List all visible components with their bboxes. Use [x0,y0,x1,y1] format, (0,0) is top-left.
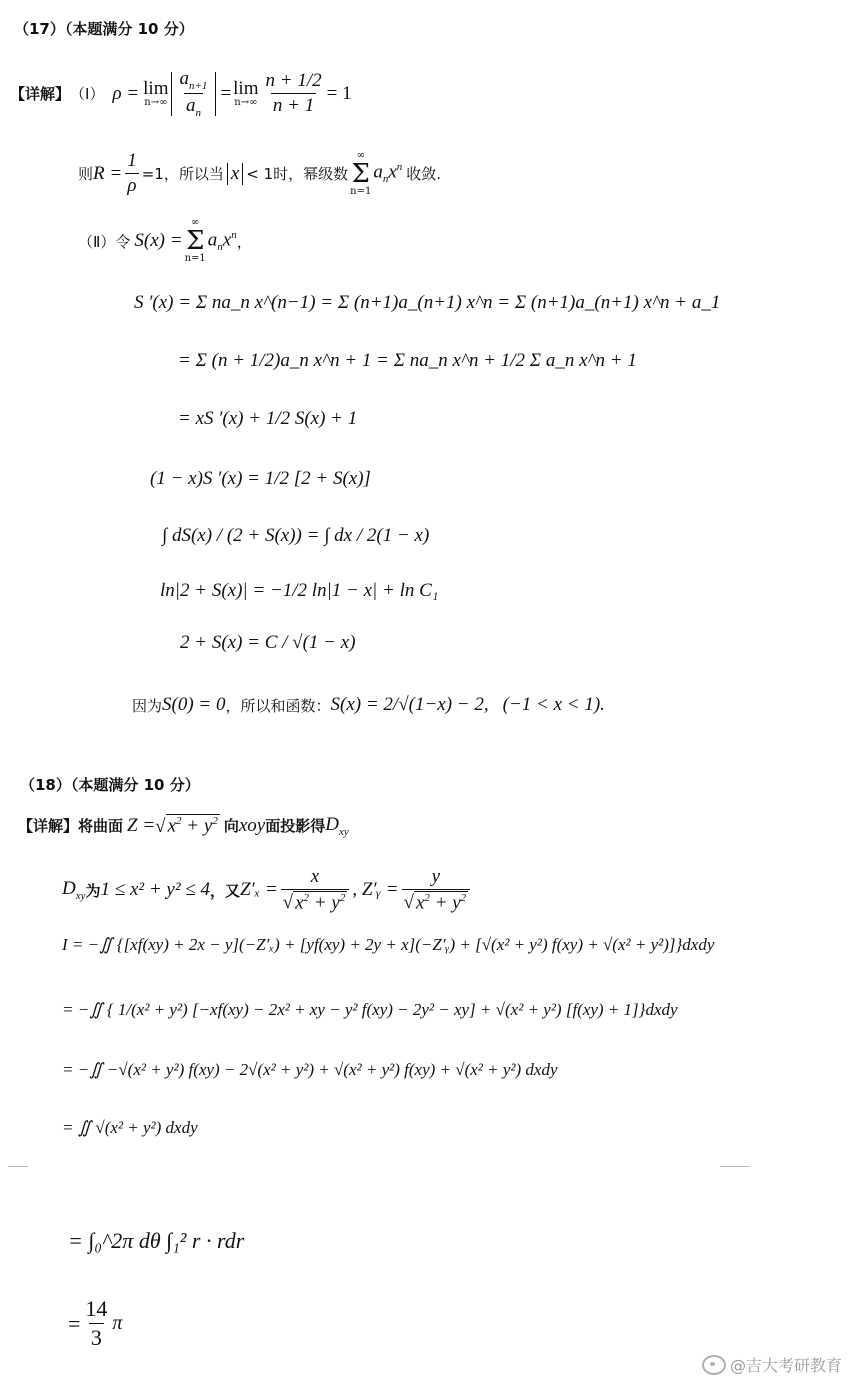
q18-header: （18）（本题满分 10 分） [20,776,200,794]
S-def: S(x) = [134,230,183,251]
q18-line1-c: 面投影得 [265,817,326,836]
I-line-2: = −∬ { 1/(x² + y²) [−xf(xy) − 2x² + xy − y² f(xy) − 2y² − xy] + √(x² + y²) [f(xy) + 1]}dxdy [62,1000,678,1019]
q18-tag: 【详解】 [18,817,79,836]
q18-wei: 为 [85,881,101,900]
q18-line-1 [18,814,349,838]
R-eq: R = [93,162,123,184]
eq-c: ln|2 + S(x)| = −1/2 ln|1 − x| + ln C₁ [160,580,439,601]
q17-part1-label: （Ⅰ） [70,85,105,103]
q17-tag: 【详解】 [10,85,71,103]
lt1-text: < 1时，幂级数 [246,165,349,183]
lim-block-1 [143,79,168,108]
I-line-4: = ∬ √(x² + y²) dxdy [62,1118,198,1137]
q18-range: 1 ≤ x² + y² ≤ 4 [100,879,210,901]
eq-d: 2 + S(x) = C / √(1 − x) [180,632,356,653]
ratio-num-sub: n+1 [189,80,208,92]
lim-block-2 [233,79,258,108]
ratio-frac [178,68,210,119]
zx-frac: x √ $x^2 + y^2$ [281,866,350,914]
divider-right [720,1166,750,1167]
eq-a: (1 − x)S ′(x) = 1/2 [2 + S(x)] [150,468,371,489]
eq1-text: =1，所以当 [141,165,224,183]
lim-text-2: lim [233,78,259,99]
eq-b: ∫ dS(x) / (2 + S(x)) = ∫ dx / 2(1 − x) [162,525,430,546]
I-line-1: I = −∬ {[xf(xy) + 2x − y](−Z′ₓ) + [yf(xy) + 2y + x](−Z′ᵧ) + [√(x² + y²) f(xy) + √(x² + y²)]}dxdy [62,935,715,954]
then-text: 则 [78,165,94,183]
n-ratio-frac [264,70,324,117]
D-sub: xy [338,825,349,838]
q17-part2-line: （Ⅱ）令 S(x) = ∞ Σ n=1 $a_nx^n$ ， [78,217,252,264]
R-frac [125,150,139,197]
rho-eq: ρ = [112,82,140,104]
q17-final-line [132,694,605,716]
zy-eq: , Z′ᵧ = [352,879,399,901]
weibo-icon [702,1355,726,1375]
q17-radius-line: 则 R = $\frac{1}{\rho}$ =1，所以当 x < 1时，幂级数 ∞ Σ n=1 $a_nx^n$ 收敛. [78,149,442,197]
ratio-den-sub: n [195,106,201,119]
R-frac-num: 1 [127,150,137,171]
D-letter: D [325,814,339,835]
q18-line1-b: 向 [223,817,239,836]
R-frac-den: ρ [127,175,137,196]
final-range: (−1 < x < 1). [502,694,605,715]
lim-sub: n→∞ [144,97,168,108]
q18-line-2 [62,866,473,914]
final-s0: S(0) = 0 [162,694,226,715]
I-line-3: = −∬ −√(x² + y²) f(xy) − 2√(x² + y²) + √(x² + y²) f(xy) + √(x² + y²) dxdy [62,1060,558,1079]
abs-ratio [171,68,217,119]
comma: ， [236,232,252,251]
D-letter-2: D [62,878,76,900]
zy-frac: y √ $x^2 + y^2$ [402,866,471,914]
sum-def: ∞ Σ n=1 [184,217,206,264]
lim-text: lim [143,78,169,99]
abs-x: x [227,163,243,185]
q18-line1-a: 将曲面 [78,817,124,836]
eq-one: = 1 [326,82,352,104]
ratio-den: a [185,95,196,116]
D-sub-2: xy [75,890,86,903]
watermark [702,1353,842,1376]
sprime-line-3: = xS ′(x) + 1/2 S(x) + 1 [178,408,358,429]
final-mid: ，所以和函数： [225,696,331,715]
answer-pi: π [112,1312,123,1334]
q17-header: （17）（本题满分 10 分） [14,20,194,38]
converge-text: 收敛. [406,165,442,183]
final-expr: S(x) = 2/√(1−x) − 2, [330,694,489,715]
watermark-text: @吉大考研教育 [729,1356,842,1375]
n-ratio-den: n + 1 [272,95,315,116]
answer-den: 3 [90,1325,102,1350]
ratio-num: a [179,68,189,90]
q17-part1-line: 【详解】 （Ⅰ） ρ = lim n→∞ $\frac{a_{n+1}}{a_n}$ = lim n→∞ $\frac{n + 1/2}{n + 1}$ = 1 [10,68,352,119]
q18-z-eq: Z = [127,814,156,836]
q18-xoy: xoy [238,814,266,836]
sprime-line-2: = Σ (n + 1/2)a_n x^n + 1 = Σ na_n x^n + 1/2 Σ a_n x^n + 1 [178,350,637,371]
q18-you: ，又 [209,881,240,900]
divider-left [8,1166,28,1167]
polar-line: = ∫₀^2π dθ ∫₁² r · rdr [68,1228,245,1253]
sprime-line-1: S ′(x) = Σ na_n x^(n−1) = Σ (n+1)a_(n+1) x^n = Σ (n+1)a_(n+1) x^n + a_1 [134,292,721,313]
final-prefix: 因为 [132,696,163,715]
zx-eq: Z′ₓ = [239,879,278,901]
answer-frac [83,1296,109,1351]
answer-line: = $\frac{14}{3}$ π [68,1296,123,1350]
sqrt-x2y2: √ $x^2 + y^2$ [155,815,218,837]
part2-label: （Ⅱ）令 [78,232,131,251]
answer-num: 14 [85,1296,108,1321]
sum-anxn: ∞ Σ n=1 [350,149,372,197]
lim-sub-2: n→∞ [234,97,258,108]
n-ratio-num: n + 1/2 [265,70,322,91]
